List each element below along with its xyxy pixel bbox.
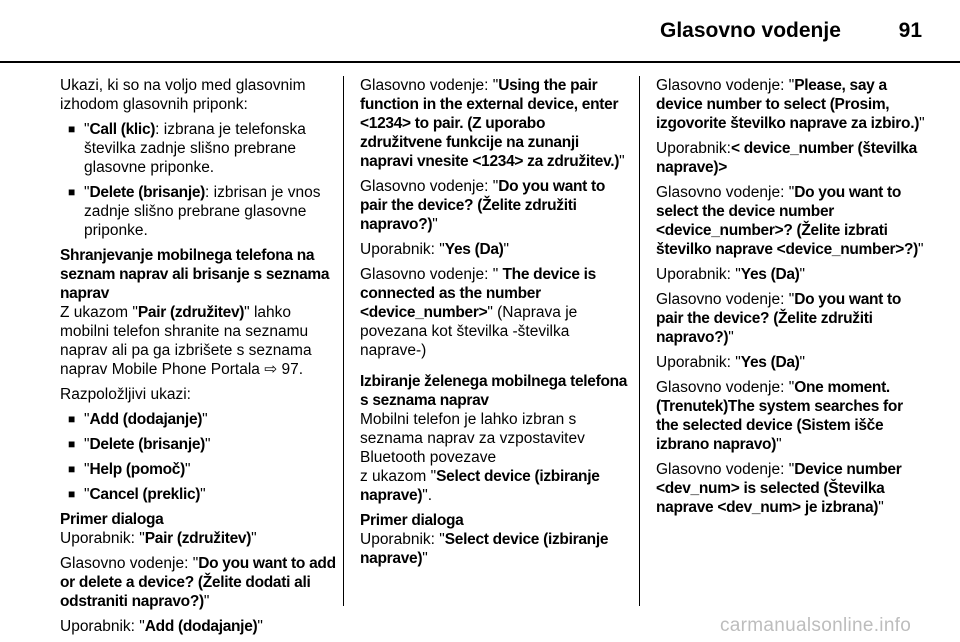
page-number: 91 xyxy=(898,19,922,42)
dialog-line: Glasovno vodenje: "Do you want to pair the device? (Želite združiti napravo?)" xyxy=(360,178,606,233)
bullet-item: ■ "Help (pomoč)" xyxy=(68,460,338,479)
column-divider xyxy=(343,76,344,606)
dialog-line: Glasovno vodenje: "Device number <dev_num> is selected (Številka naprave <dev_num> je izbrana)" xyxy=(656,461,902,516)
page-header-title: Glasovno vodenje xyxy=(660,19,841,42)
bullet-item: ■ "Delete (brisanje): izbrisan je vnos zadnje slišno prebrane glasovne priponke. xyxy=(68,183,338,240)
column-right xyxy=(656,76,926,523)
page-ref-icon: ⇨ xyxy=(264,361,278,378)
dialog-line: Uporabnik: "Add (dodajanje)" xyxy=(60,618,263,635)
dialog-line: Glasovno vodenje: " The device is connected as the number <device_number>" (Naprava je povezana kot številka -številka naprave-) xyxy=(360,266,596,359)
watermark: carmanualsonline.info xyxy=(720,615,912,636)
dialog-line: Glasovno vodenje: "Using the pair function in the external device, enter <1234> to pair. (Z uporabo združitvene funkcije na zunanji napravi vnesite <1234> za združitev.)" xyxy=(360,77,625,170)
dialog-line: Uporabnik: "Pair (združitev)" xyxy=(60,530,257,547)
section-text: Mobilni telefon je lahko izbran s seznama naprav za vzpostavitev Bluetooth povezave z ukazom "Select device (izbiranje naprave)". xyxy=(360,411,600,504)
example-heading: Primer dialoga xyxy=(360,512,464,529)
dialog-line: Glasovno vodenje: "Do you want to pair the device? (Želite združiti napravo?)" xyxy=(656,291,902,346)
example-heading: Primer dialoga xyxy=(60,511,164,528)
dialog-line: Uporabnik:< device_number (številka naprave)> xyxy=(656,140,917,176)
dialog-line: Glasovno vodenje: "Please, say a device number to select (Prosim, izgovorite številko naprave za izbiro.)" xyxy=(656,77,925,132)
bullet-item: ■ "Call (klic): izbrana je telefonska številka zadnje slišno prebrane glasovne priponke. xyxy=(68,120,338,177)
dialog-line: Uporabnik: "Yes (Da)" xyxy=(656,266,806,283)
column-divider xyxy=(639,76,640,606)
section-heading: Shranjevanje mobilnega telefona na seznam naprav ali brisanje s seznama naprav xyxy=(60,247,330,302)
section-heading: Izbiranje želenega mobilnega telefona s seznama naprav xyxy=(360,373,628,409)
bullet-item: ■ "Cancel (preklic)" xyxy=(68,485,338,504)
column-middle xyxy=(360,76,630,574)
dialog-line: Glasovno vodenje: "Do you want to select the device number <device_number>? (Želite izbrati številko naprave <device_number>?)" xyxy=(656,184,924,258)
section-text: Z ukazom "Pair (združitev)" lahko mobilni telefon shranite na seznamu naprav ali pa ga izbrišete s seznama naprav Mobile Phone Portala ⇨ 97. xyxy=(60,304,312,378)
bullet-item: ■ "Add (dodajanje)" xyxy=(68,410,338,429)
dialog-line: Uporabnik: "Yes (Da)" xyxy=(656,354,806,371)
intro-text: Ukazi, ki so na voljo med glasovnim izhodom glasovnih priponk: xyxy=(60,77,306,113)
bullet-item: ■ "Delete (brisanje)" xyxy=(68,435,338,454)
dialog-line: Glasovno vodenje: "Do you want to add or delete a device? (Želite dodati ali odstraniti napravo?)" xyxy=(60,555,336,610)
dialog-line: Uporabnik: "Select device (izbiranje naprave)" xyxy=(360,531,609,567)
dialog-line: Uporabnik: "Yes (Da)" xyxy=(360,241,510,258)
column-left xyxy=(60,76,338,642)
available-label: Razpoložljivi ukazi: xyxy=(60,386,191,403)
header-rule xyxy=(0,61,960,63)
dialog-line: Glasovno vodenje: "One moment. (Trenutek)The system searches for the selected device (Sistem išče izbrano napravo)" xyxy=(656,379,903,453)
